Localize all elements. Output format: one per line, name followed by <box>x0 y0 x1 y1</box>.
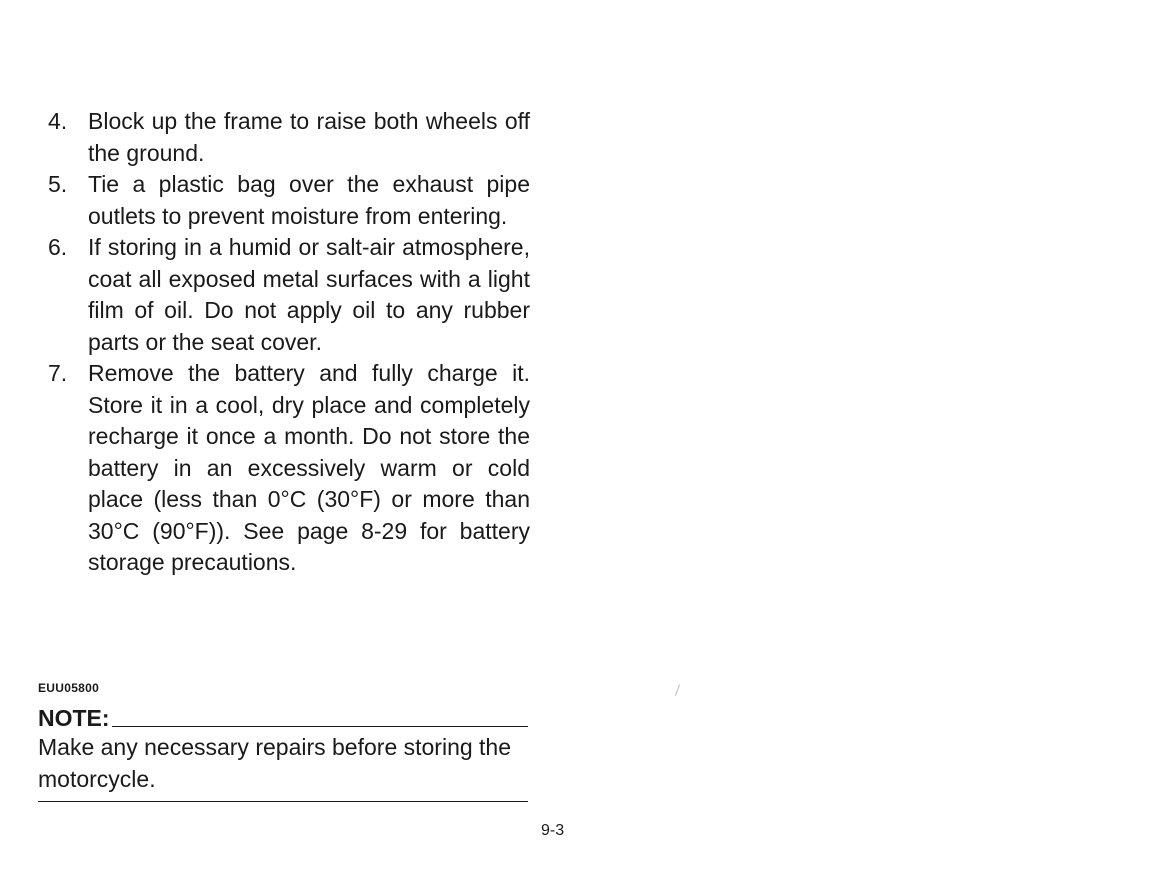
note-bottom-rule <box>38 801 528 802</box>
step-text: Block up the frame to raise both wheels off the ground. <box>88 108 530 166</box>
step-text: Tie a plastic bag over the exhaust pipe outlets to prevent moisture from entering. <box>88 171 530 229</box>
step-item-5 <box>48 169 530 232</box>
step-text: Remove the battery and fully charge it. Store it in a cool, dry place and completely recharge it once a month. Do not store the battery in an excessively warm or cold place (less than 0°C (30°F) or more than 30°C (90°F)). See page 8-29 for battery storage precautions. <box>88 360 530 575</box>
storage-steps-list <box>48 106 530 579</box>
step-item-4 <box>48 106 530 169</box>
note-text: Make any necessary repairs before storing the motorcycle. <box>38 734 512 792</box>
step-number: 6. <box>48 234 68 260</box>
step-number: 5. <box>48 171 68 197</box>
note-label: NOTE: <box>38 705 110 731</box>
step-item-7 <box>48 358 530 579</box>
note-header <box>38 704 528 732</box>
scan-speck <box>675 684 680 696</box>
note-header-rule <box>112 726 528 727</box>
step-item-6 <box>48 232 530 358</box>
step-number: 7. <box>48 360 68 386</box>
page-number: 9-3 <box>541 822 565 839</box>
step-text: If storing in a humid or salt-air atmosphere, coat all exposed metal surfaces with a light film of oil. Do not apply oil to any rubber parts or the seat cover. <box>88 234 530 355</box>
step-number: 4. <box>48 108 68 134</box>
reference-code: EUU05800 <box>38 681 100 695</box>
